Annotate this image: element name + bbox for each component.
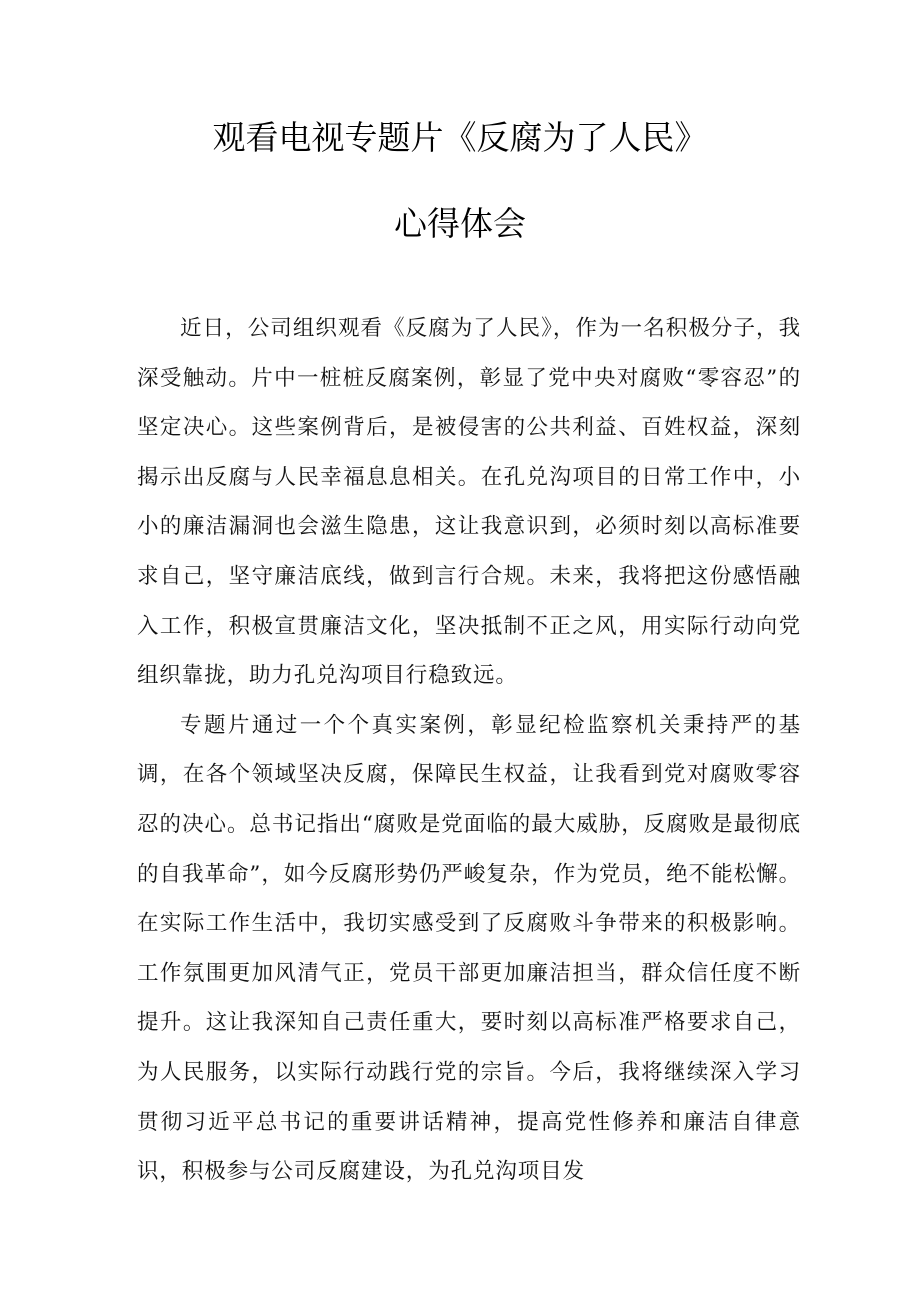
document-title-line-2: 心得体会: [394, 204, 526, 243]
paragraph-2: 专题片通过一个个真实案例，彰显纪检监察机关秉持严的基调，在各个领域坚决反腐，保障民生权益，让我看到党对腐败零容忍的决心。总书记指出“腐败是党面临的最大威胁，反腐败是最彻底的自我革命”，如今反腐形势仍严峻复杂，作为党员，绝不能松懈。在实际工作生活中，我切实感受到了反腐败斗争带来的积极影响。工作氛围更加风清气正，党员干部更加廉洁担当，群众信任度不断提升。这让我深知自己责任重大，要时刻以高标准严格要求自己，为人民服务，以实际行动践行党的宗旨。今后，我将继续深入学习贯彻习近平总书记的重要讲话精神，提高党性修养和廉洁自律意识，积极参与公司反腐建设，为孔兑沟项目发: [137, 712, 801, 1185]
paragraph-1: 近日，公司组织观看《反腐为了人民》，作为一名积极分子，我深受触动。片中一桩桩反腐案例，彰显了党中央对腐败“零容忍”的坚定决心。这些案例背后，是被侵害的公共利益、百姓权益，深刻揭示出反腐与人民幸福息息相关。在孔兑沟项目的日常工作中，小小的廉洁漏洞也会滋生隐患，这让我意识到，必须时刻以高标准要求自己，坚守廉洁底线，做到言行合规。未来，我将把这份感悟融入工作，积极宣贯廉洁文化，坚决抵制不正之风，用实际行动向党组织靠拢，助力孔兑沟项目行稳致远。: [137, 316, 801, 689]
document-body: [137, 304, 801, 1197]
document-title-line-1: 观看电视专题片《反腐为了人民》: [212, 118, 708, 157]
